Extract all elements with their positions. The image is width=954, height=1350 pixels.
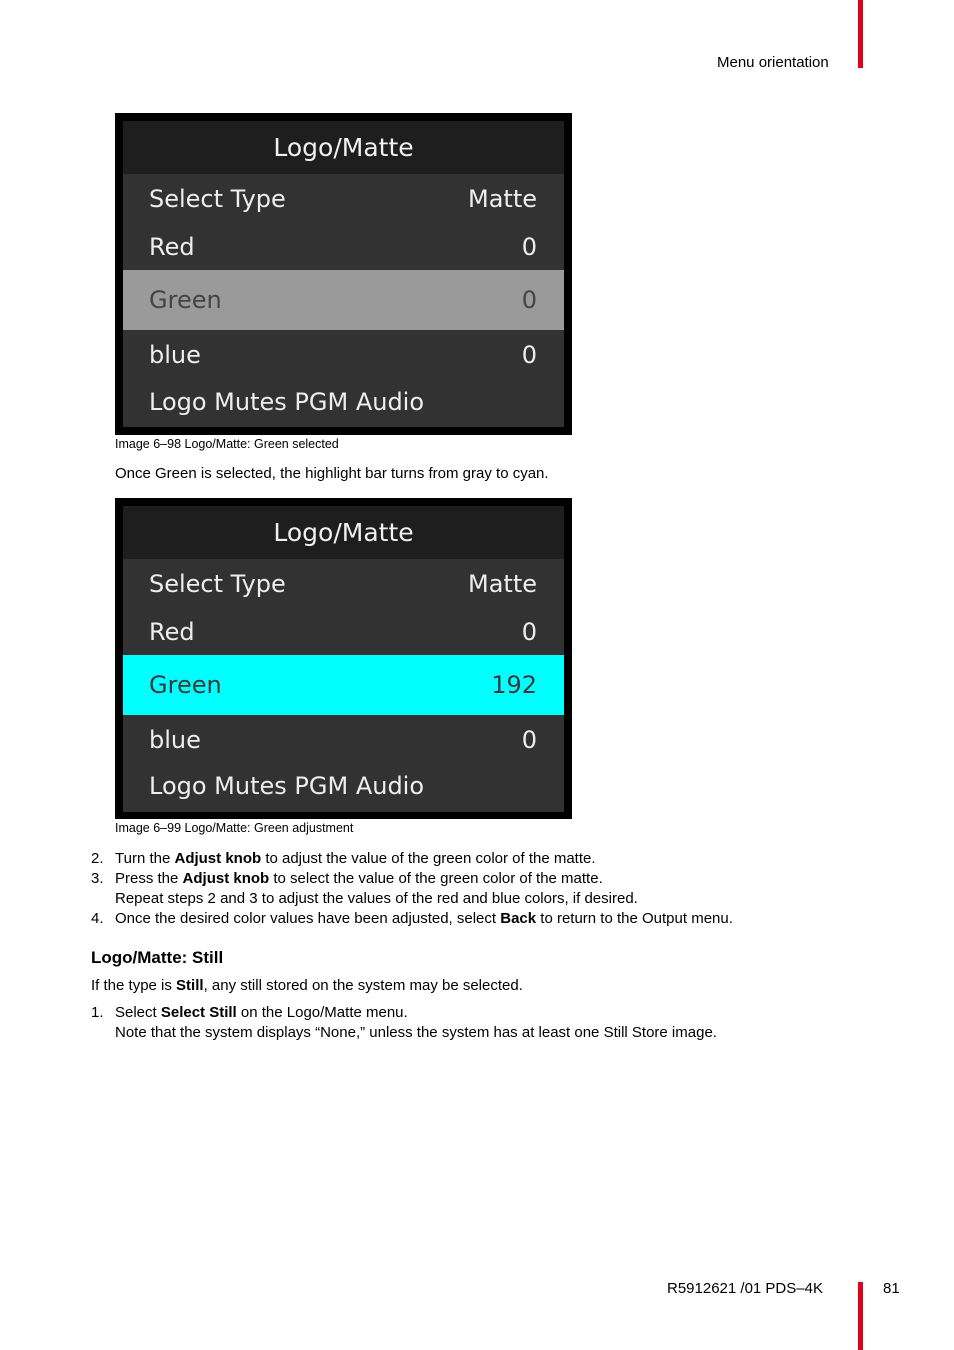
menu-row-blue[interactable] xyxy=(123,330,564,380)
step-text xyxy=(115,910,733,927)
still-intro-post: , any still stored on the system may be selected. xyxy=(203,977,523,994)
still-intro-pre: If the type is xyxy=(91,977,177,994)
intro-paragraph: Once Green is selected, the highlight bar turns from gray to cyan. xyxy=(115,465,549,482)
step-text-post: to return to the Output menu. xyxy=(536,910,733,927)
section-header: Menu orientation xyxy=(717,54,829,71)
menu-row-select-type[interactable] xyxy=(123,174,564,224)
step-text-pre: Once the desired color values have been adjusted, select xyxy=(115,910,501,927)
menu-row-value: 0 xyxy=(521,618,537,646)
step-text xyxy=(115,1004,408,1021)
menu-row-value: 192 xyxy=(491,671,537,699)
menu-row-label: Green xyxy=(149,286,222,314)
menu-row-label: blue xyxy=(149,726,201,754)
still-intro-bold: Still xyxy=(176,977,204,994)
step-text xyxy=(115,850,596,867)
step-note: Note that the system displays “None,” unless the system has at least one Still Store image. xyxy=(115,1024,717,1041)
menu-row-green-highlighted[interactable] xyxy=(123,655,564,715)
menu-row-label: Green xyxy=(149,671,222,699)
menu-body xyxy=(123,174,564,427)
menu-title: Logo/Matte xyxy=(123,506,564,559)
figure-caption: Image 6–99 Logo/Matte: Green adjustment xyxy=(115,821,354,835)
page-number: 81 xyxy=(883,1280,900,1297)
still-intro xyxy=(91,977,523,994)
menu-row-red[interactable] xyxy=(123,222,564,272)
menu-row-value: 0 xyxy=(521,233,537,261)
step-number: 4. xyxy=(91,910,104,927)
footer-accent-bar xyxy=(858,1282,863,1350)
step-number: 1. xyxy=(91,1004,104,1021)
step-text-pre: Select xyxy=(115,1004,161,1021)
menu-row-value: 0 xyxy=(521,341,537,369)
menu-row-value: 0 xyxy=(521,726,537,754)
logo-matte-menu-green-selected xyxy=(115,113,572,435)
step-text-post: to adjust the value of the green color of the matte. xyxy=(261,850,596,867)
step-text-bold: Adjust knob xyxy=(174,850,262,867)
menu-row-logo-mutes-pgm-audio[interactable] xyxy=(123,377,564,427)
step-text-bold: Select Still xyxy=(160,1004,237,1021)
header-accent-bar xyxy=(858,0,863,68)
step-number: 2. xyxy=(91,850,104,867)
step-text-bold: Adjust knob xyxy=(182,870,270,887)
menu-row-blue[interactable] xyxy=(123,715,564,765)
menu-row-label: blue xyxy=(149,341,201,369)
step-text xyxy=(115,870,603,887)
step-text-post: on the Logo/Matte menu. xyxy=(236,1004,408,1021)
step-text-post: to select the value of the green color of the matte. xyxy=(269,870,603,887)
menu-row-red[interactable] xyxy=(123,607,564,657)
step-text-bold: Back xyxy=(500,910,537,927)
step-text-pre: Turn the xyxy=(115,850,175,867)
menu-row-value: Matte xyxy=(468,570,537,598)
menu-row-label: Red xyxy=(149,233,195,261)
menu-row-select-type[interactable] xyxy=(123,559,564,609)
logo-matte-menu-green-adjustment xyxy=(115,498,572,819)
step-text-pre: Press the xyxy=(115,870,183,887)
menu-body xyxy=(123,559,564,812)
section-heading: Logo/Matte: Still xyxy=(91,948,224,967)
menu-title: Logo/Matte xyxy=(123,121,564,174)
step-note: Repeat steps 2 and 3 to adjust the values of the red and blue colors, if desired. xyxy=(115,890,638,907)
menu-row-green-highlighted[interactable] xyxy=(123,270,564,330)
menu-row-value: Matte xyxy=(468,185,537,213)
menu-row-label: Logo Mutes PGM Audio xyxy=(149,388,425,416)
menu-row-logo-mutes-pgm-audio[interactable] xyxy=(123,761,564,811)
menu-row-label: Select Type xyxy=(149,570,286,598)
figure-caption: Image 6–98 Logo/Matte: Green selected xyxy=(115,437,339,451)
step-number: 3. xyxy=(91,870,104,887)
menu-row-label: Red xyxy=(149,618,195,646)
footer-doc-id: R5912621 /01 PDS–4K xyxy=(667,1280,823,1297)
menu-row-value: 0 xyxy=(521,286,537,314)
menu-row-label: Select Type xyxy=(149,185,286,213)
menu-row-label: Logo Mutes PGM Audio xyxy=(149,772,425,800)
